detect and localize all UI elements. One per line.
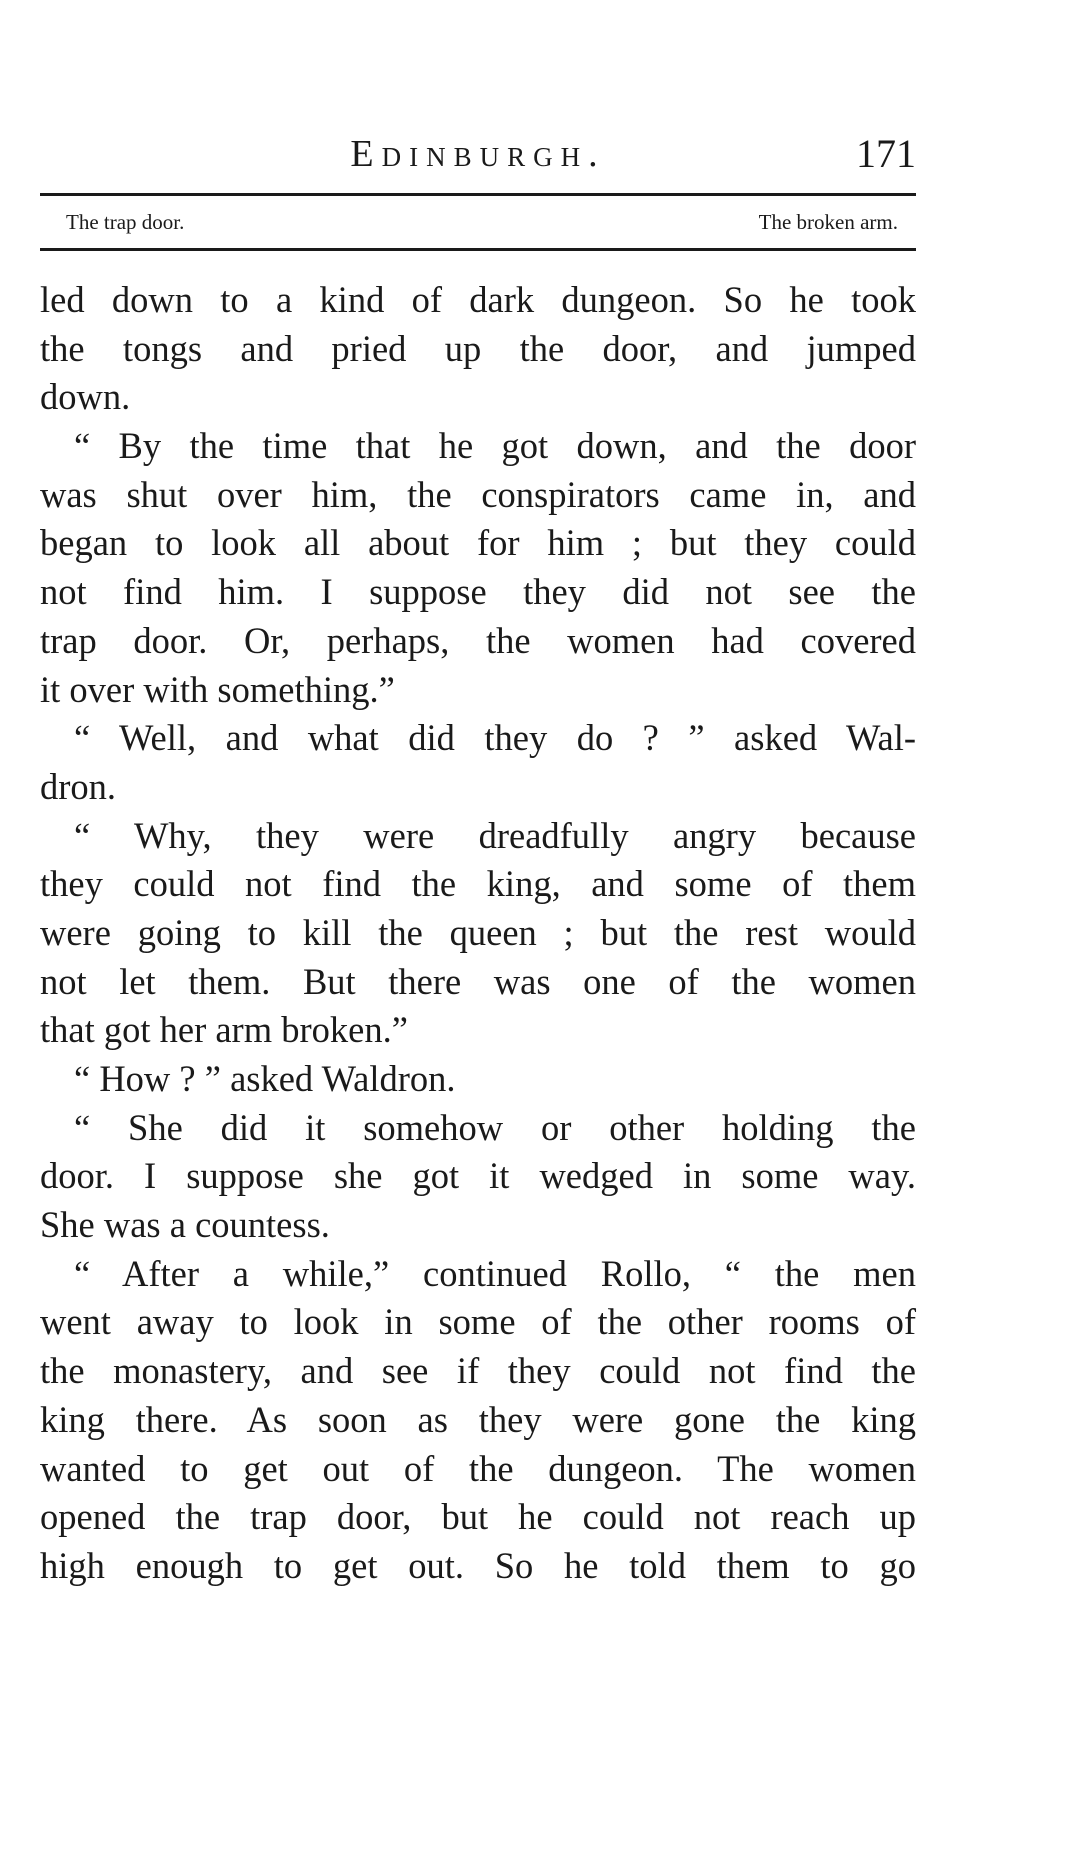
text-line: led down to a kind of dark dungeon. So he took [40, 279, 916, 320]
text-line: “ By the time that he got down, and the door [74, 425, 916, 467]
text-line: “ Why, they were dreadfully angry because [74, 814, 916, 856]
text-line: the tongs and pried up the door, and jumped [40, 327, 916, 369]
text-line: not let them. But there was one of the women [40, 960, 916, 1002]
text-line: they could not find the king, and some of them [40, 863, 916, 905]
running-head [40, 130, 916, 178]
text-line: the monastery, and see if they could not find the [40, 1350, 916, 1392]
header-rule-top [40, 193, 916, 196]
text-line: not find him. I suppose they did not see the [40, 571, 916, 613]
text-line: were going to kill the queen ; but the rest would [40, 911, 916, 953]
text-line: high enough to get out. So he told them to go [40, 1544, 916, 1586]
text-line: “ She did it somehow or other holding the [74, 1106, 916, 1148]
text-line: “ After a while,” continued Rollo, “ the men [74, 1252, 916, 1294]
text-line: trap door. Or, perhaps, the women had covered [40, 619, 916, 661]
body-text [40, 276, 916, 1591]
subhead-left: The trap door. [66, 210, 185, 234]
subhead-right: The broken arm. [758, 210, 898, 234]
text-line: She was a countess. [40, 1204, 330, 1246]
running-title: Edinburgh. [350, 133, 606, 175]
text-line: it over with something.” [40, 668, 395, 710]
text-line: king there. As soon as they were gone the king [40, 1398, 916, 1440]
text-line: wanted to get out of the dungeon. The women [40, 1447, 916, 1489]
text-line: door. I suppose she got it wedged in some way. [40, 1155, 916, 1197]
marginal-subheads [40, 206, 916, 238]
page-number: 171 [856, 131, 916, 176]
header-rule-bottom [40, 248, 916, 251]
text-line: down. [40, 376, 131, 418]
text-line: “ How ? ” asked Waldron. [74, 1058, 456, 1099]
text-line: was shut over him, the conspirators came in, and [40, 473, 916, 515]
text-line: opened the trap door, but he could not reach up [40, 1496, 916, 1538]
text-line: began to look all about for him ; but they could [40, 522, 916, 564]
text-line: “ Well, and what did they do ? ” asked Wal- [74, 717, 916, 759]
text-line: dron. [40, 765, 117, 807]
text-line: went away to look in some of the other rooms of [40, 1301, 916, 1343]
text-line: that got her arm broken.” [40, 1009, 408, 1051]
